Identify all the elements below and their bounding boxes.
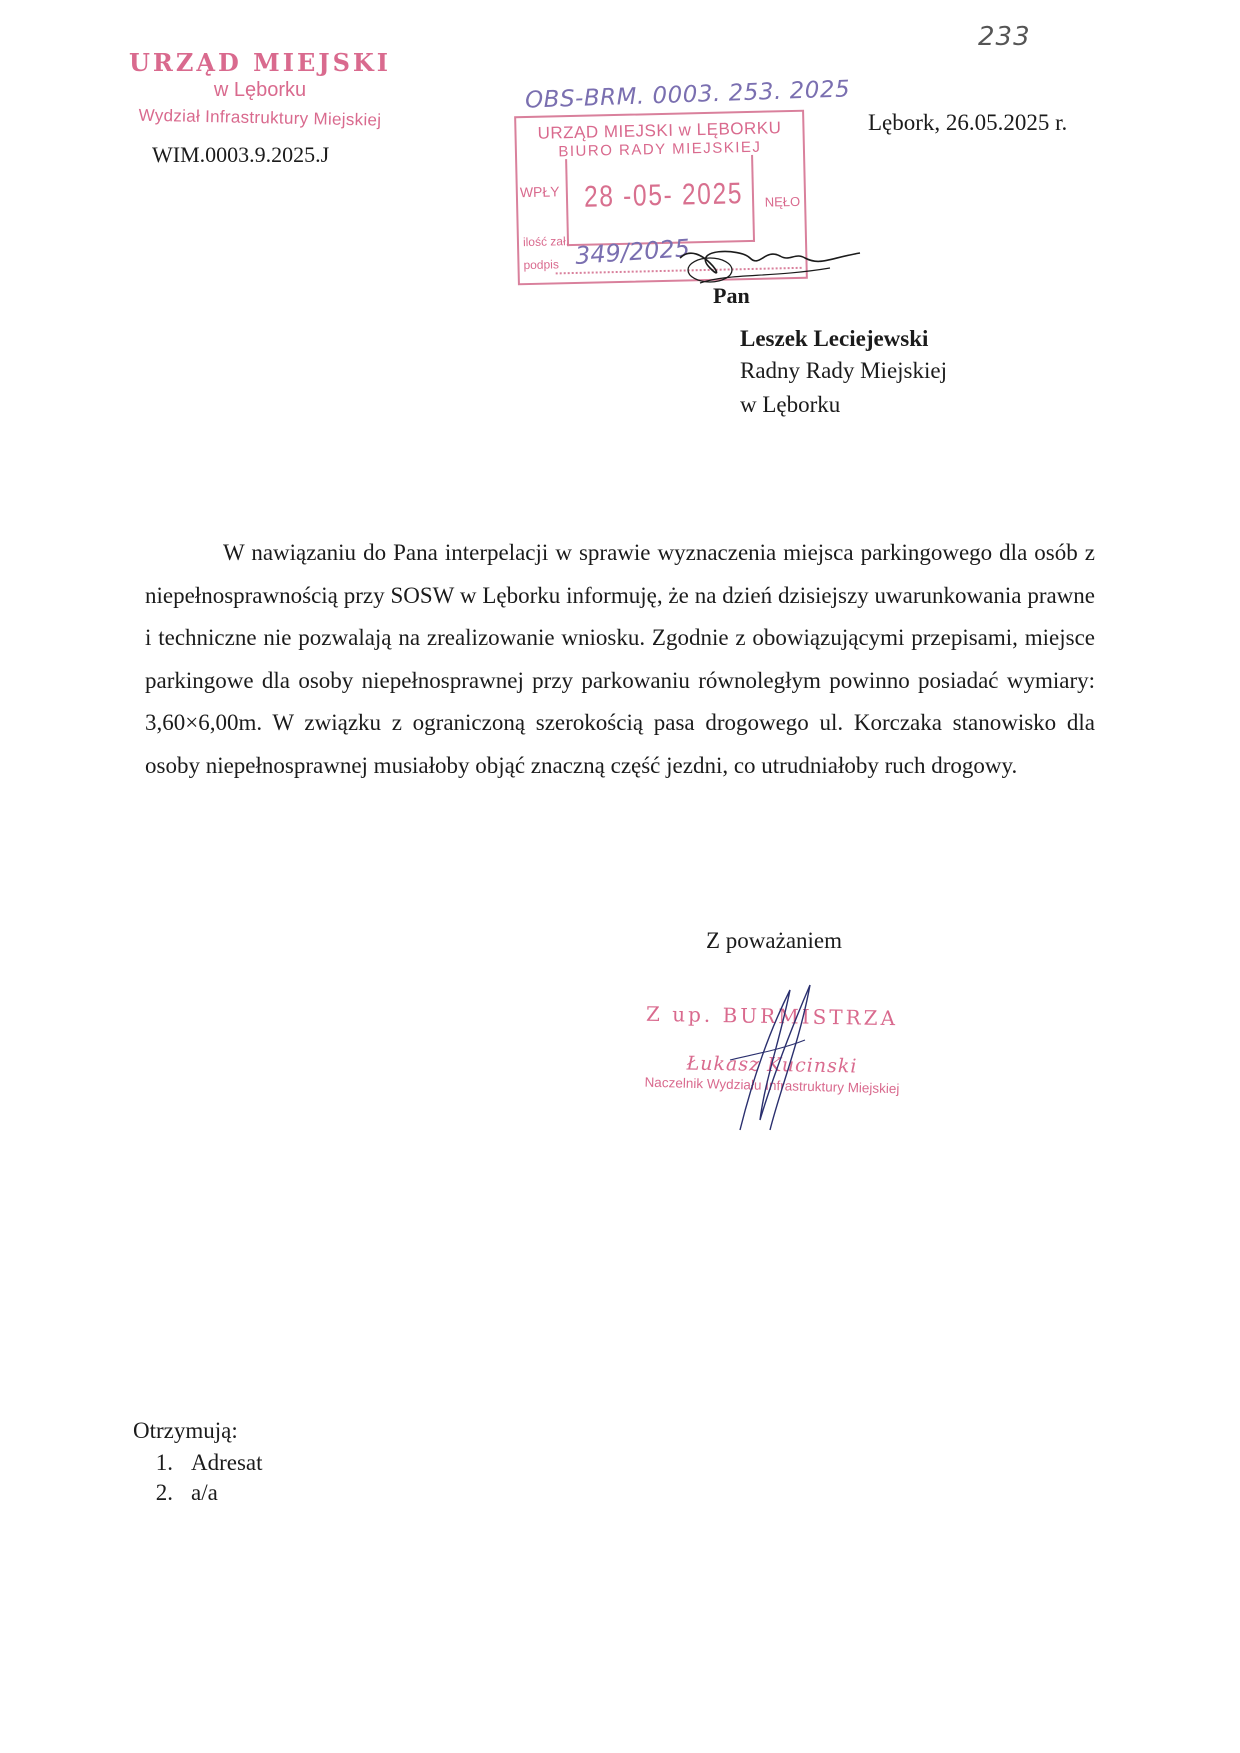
- signature-stamp-authority: Z up. BURMISTRZA: [645, 1001, 899, 1031]
- incoming-stamp-bureau: BIURO RADY MIEJSKIEJ: [558, 138, 762, 161]
- incoming-registry-number: 349/2025: [574, 234, 691, 270]
- recipient-role: Radny Rady Miejskiej: [740, 358, 947, 383]
- reference-number: WIM.0003.9.2025.J: [152, 142, 330, 167]
- closing: Z poważaniem: [706, 928, 843, 953]
- incoming-stamp-office: URZĄD MIEJSKI w LĘBORKU: [537, 118, 782, 143]
- incoming-stamp-right-label: NĘŁO: [764, 193, 801, 210]
- incoming-stamp-received-label: WPŁY: [519, 183, 560, 201]
- letter-body: W nawiązaniu do Pana interpelacji w sprawie wyznaczenia miejsca parkingowego dla osób z niepełnosprawnością przy SOSW w Lęborku informuję, że na dzień dzisiejszy uwarunkowania prawne i techniczne nie pozwalają na zrealizowanie wniosku. Zgodnie z obowiązującymi przepisami, miejsce parkingowe dla osoby niepełnosprawnej przy parkowaniu równoległym powinno posiadać wymiary: 3,60×6,00m. W związku z ograniczoną szerokością pasa drogowego ul. Korczaka stanowisko dla osoby niepełnosprawnej musiałoby objąć znaczną część jezdni, co utrudniałoby ruch drogowy.: [145, 540, 1095, 778]
- recipient-salutation: Pan: [713, 283, 750, 308]
- incoming-stamp-signature-label: podpis: [523, 257, 560, 273]
- signature-stamp-title: Naczelnik Wydziału Infrastruktury Miejskiej: [644, 1074, 900, 1097]
- page-number: 233: [978, 22, 1031, 52]
- signature-scribble-icon: [710, 980, 830, 1140]
- incoming-stamp-date: 28 -05- 2025: [583, 177, 744, 214]
- list-item: 1. Adresat: [155, 1450, 263, 1475]
- department-stamp-department: Wydział Infrastruktury Miejskiej: [138, 105, 382, 130]
- incoming-stamp-attachments-label: ilość zał.: [522, 234, 570, 250]
- department-stamp-city: w Lęborku: [213, 79, 307, 101]
- recipient-name: Leszek Leciejewski: [740, 326, 929, 351]
- signature-stamp-name: Łukasz Kucinski: [686, 1052, 858, 1078]
- department-stamp-office: URZĄD MIEJSKI: [128, 48, 392, 77]
- list-item: 2. a/a: [155, 1480, 218, 1505]
- recipients-list: [133, 1450, 263, 1510]
- recipient-city: w Lęborku: [740, 392, 841, 417]
- place-and-date: Lębork, 26.05.2025 r.: [868, 110, 1068, 135]
- handwritten-signature-icon: [670, 228, 870, 308]
- incoming-case-number: OBS-BRM. 0003. 253. 2025: [524, 76, 851, 114]
- department-stamp: [110, 48, 410, 130]
- recipients-heading: Otrzymują:: [133, 1418, 238, 1443]
